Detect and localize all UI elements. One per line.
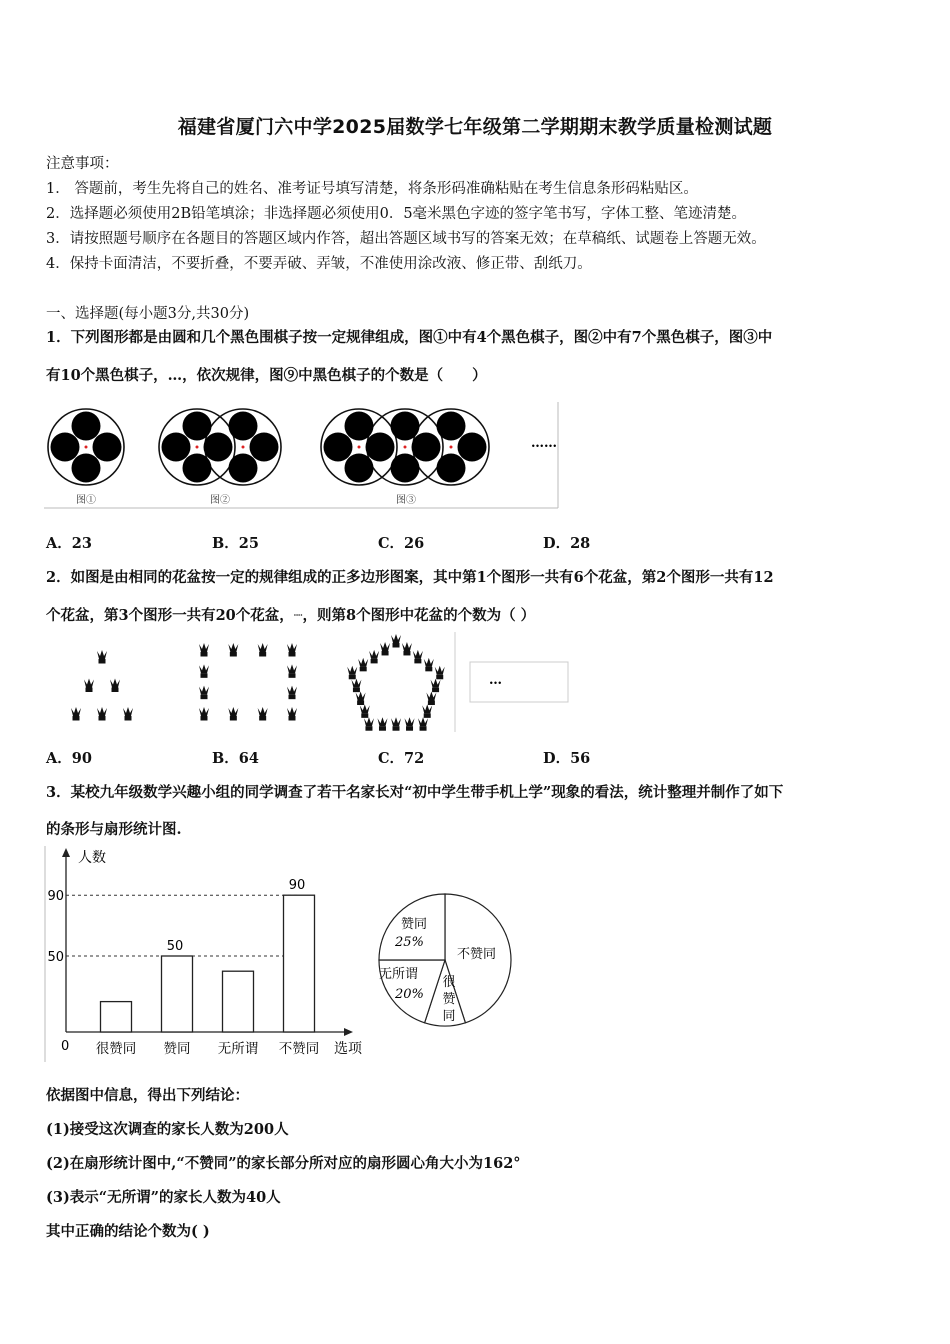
fig-label: 图③ xyxy=(396,495,416,506)
fig-label: 图① xyxy=(76,495,96,506)
svg-text:赞: 赞 xyxy=(442,992,456,1007)
note-item: 1． 答题前，考生先将自己的姓名、准考证号填写清楚，将条形码准确粘贴在考生信息条形码粘贴区。 xyxy=(46,181,698,197)
q2-option-b: B．64 xyxy=(212,750,259,767)
y-axis-label: 人数 xyxy=(78,850,106,866)
center-dot xyxy=(85,446,88,449)
black-stone xyxy=(437,454,466,483)
q2-figure xyxy=(44,632,574,742)
center-dot xyxy=(242,446,245,449)
flower-pot xyxy=(199,707,209,721)
flower-pot xyxy=(418,717,428,731)
q1-text: 有10个黑色棋子，…，依次规律，图⑨中黑色棋子的个数是（ ） xyxy=(46,367,487,384)
note-item: 4．保持卡面清洁，不要折叠，不要弄破、弄皱，不准使用涂改液、修正带、刮纸刀。 xyxy=(46,256,592,272)
notes-heading: 注意事项： xyxy=(46,156,119,172)
q3-text: 的条形与扇形统计图. xyxy=(46,821,182,838)
black-stone xyxy=(229,412,258,441)
flower-pot xyxy=(351,679,361,693)
q2-option-c: C．72 xyxy=(378,750,425,767)
flower-pot xyxy=(228,707,238,721)
black-stone xyxy=(93,433,122,462)
flower-pot xyxy=(391,717,401,731)
flower-pot xyxy=(97,650,107,664)
black-stone xyxy=(72,412,101,441)
q3-after: 依据图中信息，得出下列结论： xyxy=(46,1087,249,1104)
flower-pot xyxy=(287,707,297,721)
bar xyxy=(284,895,315,1032)
black-stone xyxy=(72,454,101,483)
category-label: 无所谓 xyxy=(217,1041,259,1057)
y-tick-label: 90 xyxy=(47,889,64,905)
center-dot xyxy=(404,446,407,449)
flower-pot xyxy=(369,650,379,664)
flower-pot xyxy=(377,717,387,731)
q1-text: 1．下列图形都是由圆和几个黑色围棋子按一定规律组成，图①中有4个黑色棋子，图②中有7个黑色棋子，图③中 xyxy=(46,329,773,346)
flower-pot xyxy=(402,642,412,656)
flower-pot xyxy=(380,642,390,656)
center-dot xyxy=(450,446,453,449)
bar xyxy=(101,1002,132,1032)
ellipsis: … xyxy=(489,673,502,688)
flower-pot xyxy=(258,707,268,721)
page-title: 福建省厦门六中学2025届数学七年级第二学期期末教学质量检测试题 xyxy=(177,116,773,138)
flower-pot xyxy=(97,707,107,721)
black-stone xyxy=(51,433,80,462)
bar xyxy=(162,956,193,1032)
bar xyxy=(223,971,254,1032)
y-tick-label: 50 xyxy=(47,950,64,965)
y-axis-arrow xyxy=(62,848,70,857)
bar-value-label: 90 xyxy=(288,878,306,894)
origin-label: 0 xyxy=(61,1039,70,1054)
q3-question: 其中正确的结论个数为( ) xyxy=(46,1223,210,1240)
black-stone xyxy=(183,412,212,441)
bar-chart xyxy=(44,844,374,1064)
q3-conclusion: (2)在扇形统计图中,“不赞同”的家长部分所对应的扇形圆心角大小为162° xyxy=(46,1155,521,1172)
black-stone xyxy=(412,433,441,462)
flower-pot xyxy=(287,643,297,657)
center-dot xyxy=(358,446,361,449)
flower-pot xyxy=(110,679,120,693)
black-stone xyxy=(366,433,395,462)
flower-pot xyxy=(347,666,357,680)
pie-label-strongly-agree xyxy=(442,975,456,1024)
flower-pot xyxy=(435,666,445,680)
flower-pot xyxy=(228,643,238,657)
flower-pot xyxy=(287,686,297,700)
flower-pot xyxy=(199,664,209,678)
black-stone xyxy=(391,454,420,483)
flower-pot xyxy=(258,643,268,657)
flower-pot xyxy=(199,643,209,657)
q1-option-b: B．25 xyxy=(212,535,259,552)
section-heading: 一、选择题(每小题3分,共30分) xyxy=(46,306,250,322)
category-label: 很赞同 xyxy=(95,1041,137,1057)
x-axis-arrow xyxy=(344,1028,353,1036)
note-item: 3．请按照题号顺序在各题目的答题区域内作答，超出答题区域书写的答案无效；在草稿纸、试题卷上答题无效。 xyxy=(46,231,766,247)
pie-label-indifferent: 无所谓 xyxy=(379,967,419,982)
flower-pot xyxy=(413,650,423,664)
flower-pot xyxy=(364,717,374,731)
black-stone xyxy=(345,454,374,483)
black-stone xyxy=(229,454,258,483)
svg-text:同: 同 xyxy=(442,1009,456,1024)
note-item: 2．选择题必须使用2B铅笔填涂；非选择题必须使用0．5毫米黑色字迹的签字笔书写，字体工整、笔迹清楚。 xyxy=(46,206,747,222)
flower-pot xyxy=(84,679,94,693)
x-axis-label: 选项 xyxy=(334,1041,362,1057)
black-stone xyxy=(458,433,487,462)
flower-pot xyxy=(422,704,432,718)
black-stone xyxy=(250,433,279,462)
black-stone xyxy=(162,433,191,462)
black-stone xyxy=(345,412,374,441)
flower-pot xyxy=(123,707,133,721)
flower-pot xyxy=(426,692,436,706)
flower-pot xyxy=(356,692,366,706)
q1-option-d: D．28 xyxy=(543,535,591,552)
q3-conclusion: (3)表示“无所谓”的家长人数为40人 xyxy=(46,1189,281,1206)
q2-text: 个花盆，第3个图形一共有20个花盆，┈，则第8个图形中花盆的个数为（ ） xyxy=(46,607,536,624)
flower-pot xyxy=(199,686,209,700)
q1-option-c: C．26 xyxy=(378,535,425,552)
flower-pot xyxy=(424,658,434,672)
flower-pot xyxy=(287,664,297,678)
black-stone xyxy=(324,433,353,462)
flower-pot xyxy=(405,717,415,731)
category-label: 赞同 xyxy=(163,1041,191,1057)
flower-pot xyxy=(71,707,81,721)
fig-label: 图② xyxy=(210,495,230,506)
black-stone xyxy=(437,412,466,441)
q2-option-d: D．56 xyxy=(543,750,591,767)
pie-pct-indifferent: 20% xyxy=(395,987,424,1002)
category-label: 不赞同 xyxy=(278,1041,320,1057)
center-dot xyxy=(196,446,199,449)
flower-pot xyxy=(431,679,441,693)
flower-pot xyxy=(391,634,401,648)
q1-option-a: A．23 xyxy=(46,535,92,552)
black-stone xyxy=(391,412,420,441)
q2-text: 2．如图是由相同的花盆按一定的规律组成的正多边形图案，其中第1个图形一共有6个花盆，第2个图形一共有12 xyxy=(46,569,774,586)
bar-value-label: 50 xyxy=(166,939,184,954)
pie-label-agree: 赞同 xyxy=(401,917,428,932)
flower-pot xyxy=(358,658,368,672)
black-stone xyxy=(183,454,212,483)
q2-option-a: A．90 xyxy=(46,750,92,767)
q3-text: 3．某校九年级数学兴趣小组的同学调查了若干名家长对“初中学生带手机上学”现象的看法，统计整理并制作了如下 xyxy=(46,784,784,801)
ellipsis: …… xyxy=(531,436,557,451)
pie-pct-agree: 25% xyxy=(395,935,424,950)
q3-conclusion: (1)接受这次调查的家长人数为200人 xyxy=(46,1121,289,1138)
flower-pot xyxy=(360,704,370,718)
svg-text:很: 很 xyxy=(442,975,456,990)
pie-label-disagree: 不赞同 xyxy=(457,947,497,962)
pie-chart xyxy=(373,888,523,1038)
black-stone xyxy=(204,433,233,462)
q1-figure xyxy=(44,402,564,512)
